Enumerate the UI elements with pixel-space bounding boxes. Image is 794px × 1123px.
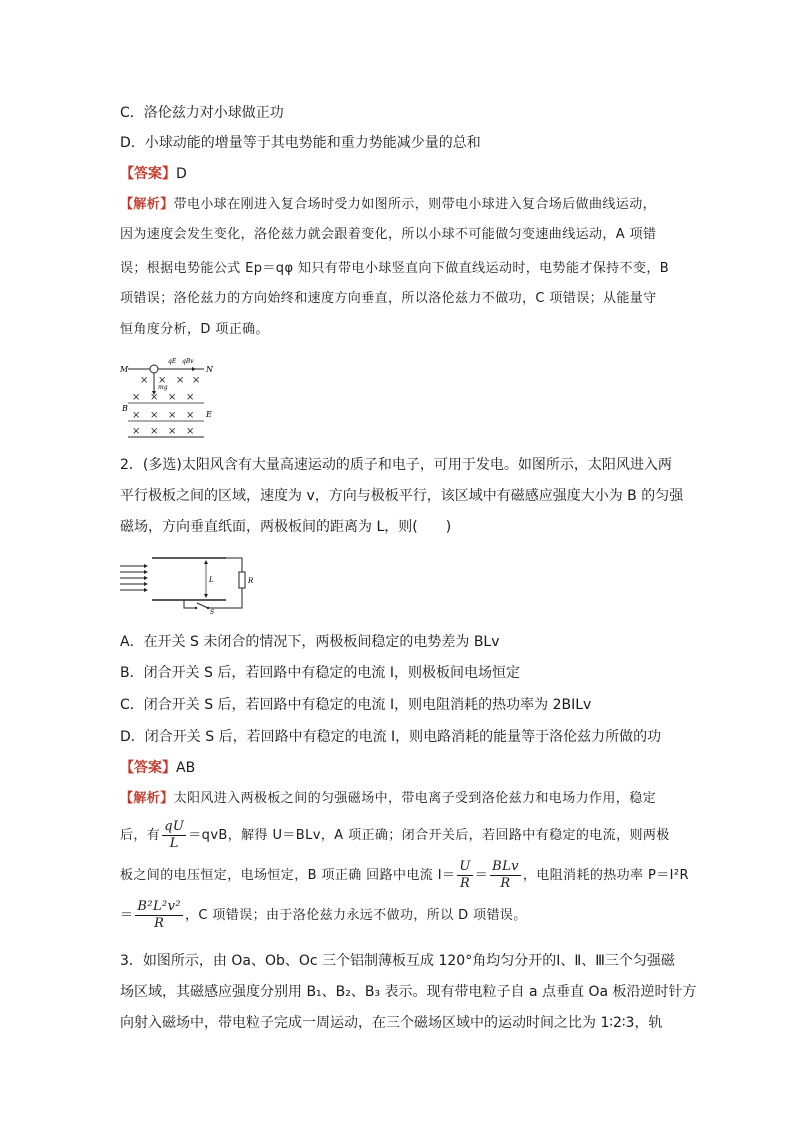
analysis-line: 后，有 $\frac{qU}{L}$ ＝qvB，解得 U＝BLv，A 项正确；闭合开关后，若回路中有稳定的电流，则两极 — [120, 819, 670, 851]
option-c: C．洛伦兹力对小球做正功 — [120, 105, 284, 121]
analysis-text: 太阳风进入两极板之间的匀强磁场中，带电离子受到洛伦兹力和电场力作用，稳定 — [173, 791, 657, 806]
svg-text:×: × — [168, 426, 177, 437]
svg-text:×: × — [158, 375, 167, 386]
question-3-stem: 向射入磁场中，带电粒子完成一周运动，在三个磁场区域中的运动时间之比为 1∶2∶3，轨 — [120, 1015, 663, 1031]
question-3-stem: 3．如图所示，由 Oa、Ob、Oc 三个铝制薄板互成 120°角均匀分开的Ⅰ、Ⅱ、Ⅲ三个匀强磁 — [120, 953, 675, 969]
answer-line — [120, 758, 680, 778]
analysis-line — [120, 195, 680, 215]
compound-field-figure — [118, 355, 218, 439]
option-d: D．小球动能的增量等于其电势能和重力势能减少量的总和 — [120, 135, 481, 151]
label-qbv: qBv — [182, 358, 194, 365]
analysis-text: 带电小球在刚进入复合场时受力如图所示，则带电小球进入复合场后做曲线运动， — [173, 197, 657, 212]
question-3-stem: 场区域，其磁感应强度分别用 B₁、B₂、B₃ 表示。现有带电粒子自 a 点垂直 Oa 板沿逆时针方 — [120, 984, 697, 1000]
label-qe: qE — [168, 358, 177, 365]
svg-text:×: × — [150, 410, 159, 421]
label-e: E — [206, 410, 212, 419]
option-b: B．闭合开关 S 后，若回路中有稳定的电流 I，则极板间电场恒定 — [120, 665, 520, 681]
magnetic-field-marks — [132, 375, 200, 437]
svg-text:×: × — [176, 375, 185, 386]
svg-text:×: × — [186, 426, 195, 437]
svg-text:×: × — [150, 426, 159, 437]
svg-text:×: × — [132, 392, 141, 403]
svg-text:×: × — [192, 375, 201, 386]
label-mg: mg — [158, 384, 168, 391]
svg-text:×: × — [132, 426, 141, 437]
answer-value: D — [176, 166, 187, 182]
option-c: C．闭合开关 S 后，若回路中有稳定的电流 I，则电阻消耗的热功率为 2BILv — [120, 697, 592, 713]
answer-value: AB — [176, 760, 196, 776]
label-n: N — [206, 365, 213, 374]
label-m: M — [120, 365, 129, 374]
question-2-stem: 磁场，方向垂直纸面，两极板间的距离为 L，则( ) — [120, 519, 452, 535]
answer-tag: 【答案】 — [120, 166, 176, 182]
question-2-stem: 平行极板之间的区域，速度为 v，方向与极板平行，该区域中有磁感应强度大小为 B 的匀强 — [120, 488, 684, 504]
svg-text:×: × — [186, 392, 195, 403]
label-b: B — [122, 404, 128, 413]
fraction: $\frac{U}{R}$ — [459, 859, 471, 891]
svg-text:×: × — [132, 410, 141, 421]
analysis-tag: 【解析】 — [120, 197, 174, 212]
analysis-line — [120, 789, 680, 809]
analysis-tag: 【解析】 — [120, 791, 174, 806]
resistor — [239, 572, 245, 588]
solar-wind-figure — [118, 550, 264, 614]
analysis-line: 恒角度分析，D 项正确。 — [120, 322, 269, 337]
svg-text:×: × — [186, 410, 195, 421]
charged-ball — [150, 365, 158, 373]
analysis-line: 项错误；洛伦兹力的方向始终和速度方向垂直，所以洛伦兹力不做功，C 项错误；从能量守 — [120, 291, 657, 306]
analysis-line: 板之间的电压恒定，电场恒定，B 项正确 回路中电流 I＝ $\frac{U}{R}$ ＝ $\frac{\text{BLv}}{R}$ ，电阻消耗的热功率 P＝I²R — [120, 859, 689, 891]
question-2-stem: 2．(多选)太阳风含有大量高速运动的质子和电子，可用于发电。如图所示，太阳风进入两 — [120, 457, 672, 473]
svg-text:×: × — [140, 375, 149, 386]
answer-line — [120, 164, 680, 184]
svg-text:×: × — [168, 410, 177, 421]
switch — [197, 603, 208, 608]
answer-tag: 【答案】 — [120, 760, 176, 776]
option-a: A．在开关 S 未闭合的情况下，两极板间稳定的电势差为 BLv — [120, 634, 500, 650]
label-l: L — [209, 576, 214, 584]
analysis-line: 误；根据电势能公式 Ep＝qφ 知只有带电小球竖直向下做直线运动时，电势能才保持不变，B — [120, 261, 670, 276]
label-r: R — [248, 577, 254, 585]
svg-text:×: × — [168, 392, 177, 403]
svg-text:×: × — [150, 392, 159, 403]
option-d: D．闭合开关 S 后，若回路中有稳定的电流 I，则电路消耗的能量等于洛伦兹力所做的功 — [120, 729, 662, 745]
fraction: $\frac{qU}{L}$ — [164, 819, 185, 851]
fraction: $\frac{\text{BLv}}{R}$ — [492, 859, 519, 891]
fraction: $\frac{\text{B²L²v²}}{R}$ — [137, 899, 181, 931]
analysis-line: ＝ $\frac{\text{B²L²v²}}{R}$ ，C 项错误；由于洛伦兹力永远不做功，所以 D 项错误。 — [120, 899, 527, 931]
analysis-line: 因为速度会发生变化，洛伦兹力就会跟着变化，所以小球不可能做匀变速曲线运动，A 项错 — [120, 227, 657, 242]
label-s: S — [210, 609, 215, 614]
